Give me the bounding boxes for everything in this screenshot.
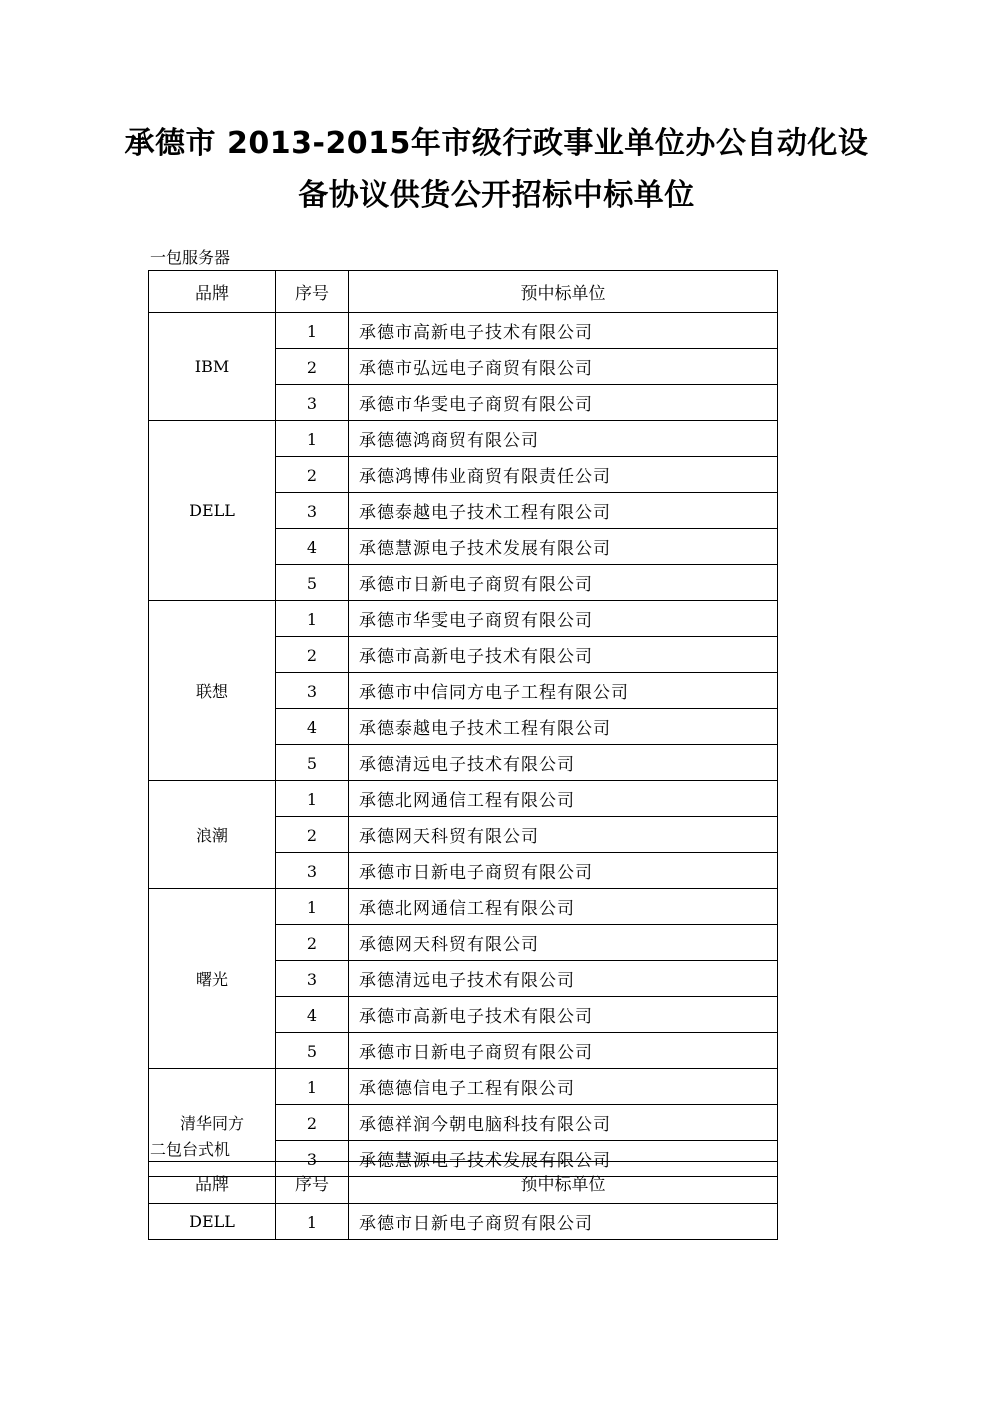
seq-cell: 2 [276,637,349,673]
brand-cell: 浪潮 [149,781,276,889]
unit-cell: 承德慧源电子技术发展有限公司 [349,1141,778,1177]
unit-cell: 承德泰越电子技术工程有限公司 [349,493,778,529]
package-table [148,1161,778,1240]
seq-cell: 2 [276,457,349,493]
unit-cell: 承德鸿博伟业商贸有限责任公司 [349,457,778,493]
seq-cell: 4 [276,997,349,1033]
brand-cell: IBM [149,313,276,421]
seq-cell: 2 [276,1105,349,1141]
table-header-row [149,1162,778,1204]
unit-cell: 承德市日新电子商贸有限公司 [349,853,778,889]
seq-cell: 2 [276,349,349,385]
unit-cell: 承德市华雯电子商贸有限公司 [349,601,778,637]
header-brand: 品牌 [149,271,276,313]
seq-cell: 2 [276,817,349,853]
brand-cell: DELL [149,1204,276,1240]
header-seq: 序号 [276,1162,349,1204]
unit-cell: 承德泰越电子技术工程有限公司 [349,709,778,745]
unit-cell: 承德清远电子技术有限公司 [349,961,778,997]
package-caption: 二包台式机 [150,1140,231,1159]
header-seq: 序号 [276,271,349,313]
table-row [149,781,778,817]
seq-cell: 3 [276,853,349,889]
seq-cell: 4 [276,709,349,745]
seq-cell: 1 [276,313,349,349]
unit-cell: 承德市日新电子商贸有限公司 [349,1033,778,1069]
unit-cell: 承德市高新电子技术有限公司 [349,997,778,1033]
seq-cell: 2 [276,925,349,961]
seq-cell: 1 [276,601,349,637]
package-table [148,270,778,1177]
unit-cell: 承德慧源电子技术发展有限公司 [349,529,778,565]
seq-cell: 3 [276,673,349,709]
seq-cell: 1 [276,1204,349,1240]
unit-cell: 承德清远电子技术有限公司 [349,745,778,781]
unit-cell: 承德市日新电子商贸有限公司 [349,1204,778,1240]
table-row [149,1069,778,1105]
table-row [149,421,778,457]
seq-cell: 4 [276,529,349,565]
table-row [149,313,778,349]
seq-cell: 1 [276,781,349,817]
unit-cell: 承德北网通信工程有限公司 [349,889,778,925]
seq-cell: 3 [276,385,349,421]
seq-cell: 1 [276,1069,349,1105]
unit-cell: 承德市日新电子商贸有限公司 [349,565,778,601]
brand-cell: 联想 [149,601,276,781]
table-row [149,889,778,925]
brand-cell: 曙光 [149,889,276,1069]
unit-cell: 承德市高新电子技术有限公司 [349,313,778,349]
brand-cell: DELL [149,421,276,601]
unit-cell: 承德德信电子工程有限公司 [349,1069,778,1105]
unit-cell: 承德德鸿商贸有限公司 [349,421,778,457]
header-unit: 预中标单位 [349,271,778,313]
table-header-row [149,271,778,313]
unit-cell: 承德市中信同方电子工程有限公司 [349,673,778,709]
page-title-line-2: 备协议供货公开招标中标单位 [298,178,695,213]
table-row [149,601,778,637]
unit-cell: 承德祥润今朝电脑科技有限公司 [349,1105,778,1141]
unit-cell: 承德市华雯电子商贸有限公司 [349,385,778,421]
seq-cell: 3 [276,961,349,997]
unit-cell: 承德北网通信工程有限公司 [349,781,778,817]
seq-cell: 3 [276,493,349,529]
header-unit: 预中标单位 [349,1162,778,1204]
unit-cell: 承德市高新电子技术有限公司 [349,637,778,673]
seq-cell: 5 [276,745,349,781]
unit-cell: 承德网天科贸有限公司 [349,817,778,853]
seq-cell: 5 [276,565,349,601]
unit-cell: 承德网天科贸有限公司 [349,925,778,961]
seq-cell: 5 [276,1033,349,1069]
page-title-line-1: 承德市 2013-2015年市级行政事业单位办公自动化设 [124,126,869,161]
brand-cell: 清华同方 [149,1069,276,1177]
unit-cell: 承德市弘远电子商贸有限公司 [349,349,778,385]
seq-cell: 3 [276,1141,349,1177]
header-brand: 品牌 [149,1162,276,1204]
table-row [149,1204,778,1240]
seq-cell: 1 [276,889,349,925]
package-caption: 一包服务器 [150,248,231,267]
seq-cell: 1 [276,421,349,457]
